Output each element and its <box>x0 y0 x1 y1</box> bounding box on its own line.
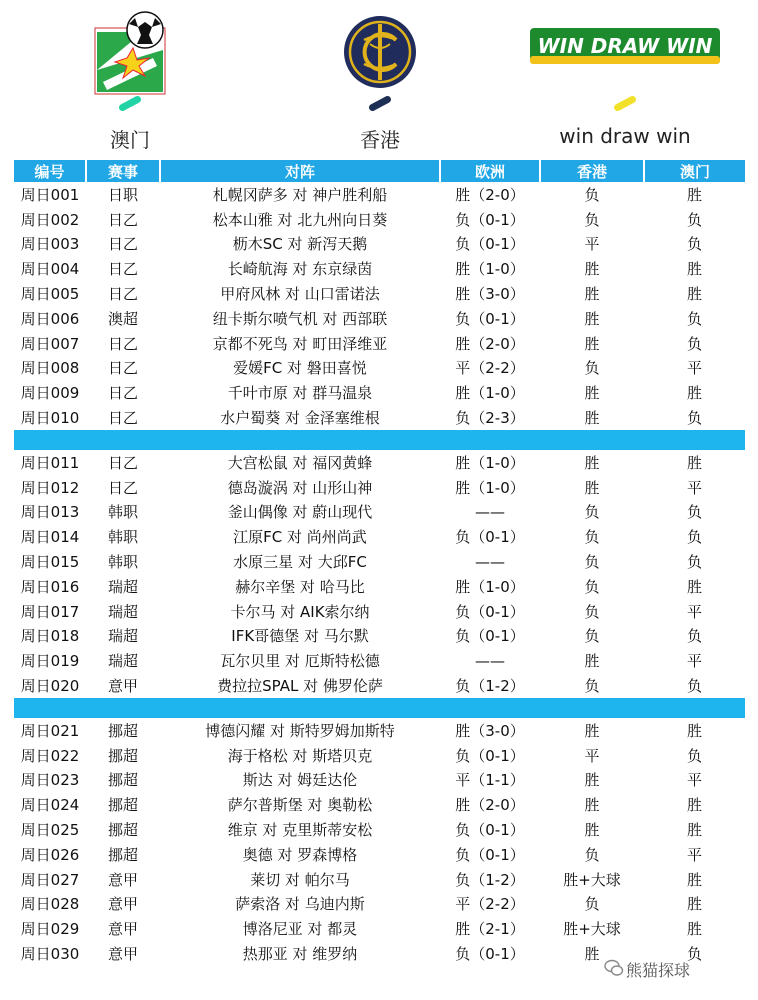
table-row <box>14 743 745 768</box>
league-cell: 意甲 <box>107 945 138 963</box>
table-header-row <box>14 160 745 182</box>
europe-result-cell: 平（2-2） <box>455 359 525 378</box>
macau-pick-cell: 负 <box>686 210 702 229</box>
table-row <box>14 405 745 430</box>
europe-result-cell: 胜（2-0） <box>455 185 525 204</box>
table-row <box>14 232 745 257</box>
match-cell: 大宫松鼠 对 福冈黄蜂 <box>227 453 373 472</box>
match-cell: 热那亚 对 维罗纳 <box>242 945 358 963</box>
match-cell: 松本山雅 对 北九州向日葵 <box>212 210 388 229</box>
europe-result-cell: 负（0-1） <box>455 746 525 765</box>
league-cell: 日乙 <box>107 409 138 428</box>
europe-result-cell: 平（1-1） <box>455 771 525 790</box>
league-cell: 瑞超 <box>107 627 138 646</box>
separator-cell <box>14 698 745 718</box>
europe-result-cell: 负（0-1） <box>455 528 525 547</box>
match-cell: 维京 对 克里斯蒂安松 <box>227 821 373 840</box>
match-id-cell: 周日022 <box>20 746 80 765</box>
macau-pick-cell: 负 <box>686 409 702 428</box>
macau-pick-cell: 胜 <box>686 384 702 403</box>
europe-result-cell: 负（0-1） <box>455 627 525 646</box>
europe-result-cell: 负（0-1） <box>455 602 525 621</box>
predictions-table <box>14 160 745 966</box>
brand-macau <box>60 0 200 158</box>
table-row <box>14 182 745 207</box>
match-cell: 赫尔辛堡 对 哈马比 <box>235 577 365 596</box>
match-id-cell: 周日004 <box>20 260 80 279</box>
macau-pick-cell: 胜 <box>686 821 702 840</box>
league-cell: 挪超 <box>107 771 138 790</box>
europe-result-cell: 负（0-1） <box>455 210 525 229</box>
table-row <box>14 648 745 673</box>
macau-pick-cell: 胜 <box>686 260 702 279</box>
league-cell: 日乙 <box>107 453 138 472</box>
league-cell: 意甲 <box>107 895 138 914</box>
table-row <box>14 768 745 793</box>
hongkong-pick-cell: 负 <box>584 845 600 864</box>
match-cell: 爱媛FC 对 磐田喜悦 <box>233 359 367 378</box>
macau-label: 澳门 <box>110 128 150 152</box>
match-cell: 博德闪耀 对 斯特罗姆加斯特 <box>205 721 395 740</box>
match-id-cell: 周日011 <box>20 453 80 472</box>
hongkong-pick-cell: 负 <box>584 602 600 621</box>
europe-result-cell: 负（0-1） <box>455 309 525 328</box>
match-cell: 京都不死鸟 对 町田泽维亚 <box>212 334 388 353</box>
macau-pick-cell: 平 <box>686 359 702 378</box>
europe-result-cell: 胜（1-0） <box>455 577 525 596</box>
macau-pick-cell: 负 <box>686 945 702 963</box>
europe-result-cell: 胜（2-0） <box>455 796 525 815</box>
hongkong-pick-cell: 胜 <box>584 945 600 963</box>
table-row <box>14 842 745 867</box>
match-id-cell: 周日025 <box>20 821 80 840</box>
table-row <box>14 500 745 525</box>
macau-pick-cell: 负 <box>686 553 702 572</box>
macau-pick-cell: 平 <box>686 602 702 621</box>
hongkong-pick-cell: 胜 <box>584 334 600 353</box>
hongkong-label: 香港 <box>360 128 400 152</box>
brand-win-draw-win <box>520 0 730 158</box>
table-row <box>14 331 745 356</box>
match-id-cell: 周日026 <box>20 845 80 864</box>
league-cell: 韩职 <box>107 503 138 522</box>
macau-pick-cell: 负 <box>686 503 702 522</box>
table-row <box>14 281 745 306</box>
match-id-cell: 周日006 <box>20 309 80 328</box>
table-row <box>14 450 745 475</box>
match-cell: 莱切 对 帕尔马 <box>250 870 350 889</box>
match-cell: 水原三星 对 大邱FC <box>233 553 367 572</box>
macau-lottery-logo <box>93 10 167 96</box>
macau-pick-cell: 负 <box>686 677 702 696</box>
match-id-cell: 周日029 <box>20 920 80 939</box>
league-cell: 挪超 <box>107 821 138 840</box>
league-cell: 挪超 <box>107 721 138 740</box>
table-row <box>14 792 745 817</box>
macau-pick-cell: 负 <box>686 309 702 328</box>
hk-accent-dash <box>368 95 392 112</box>
table-row <box>14 892 745 917</box>
wechat-icon <box>604 958 624 978</box>
europe-result-cell: 胜（2-1） <box>455 920 525 939</box>
league-cell: 日乙 <box>107 384 138 403</box>
league-cell: 日乙 <box>107 359 138 378</box>
macau-pick-cell: 负 <box>686 746 702 765</box>
europe-result-cell: 负（0-1） <box>455 845 525 864</box>
table-row <box>14 817 745 842</box>
group-separator <box>14 430 745 450</box>
league-cell: 日职 <box>107 185 138 204</box>
match-cell: 费拉拉SPAL 对 佛罗伦萨 <box>217 677 383 696</box>
match-cell: 甲府风林 对 山口雷诺法 <box>220 285 380 304</box>
win-draw-win-logo <box>530 26 720 66</box>
hongkong-pick-cell: 负 <box>584 210 600 229</box>
match-id-cell: 周日027 <box>20 870 80 889</box>
europe-result-cell: —— <box>475 651 505 670</box>
hongkong-pick-cell: 胜 <box>584 309 600 328</box>
table-row <box>14 599 745 624</box>
league-cell: 意甲 <box>107 870 138 889</box>
hongkong-pick-cell: 胜+大球 <box>563 870 621 889</box>
league-cell: 日乙 <box>107 334 138 353</box>
match-id-cell: 周日007 <box>20 334 80 353</box>
hongkong-pick-cell: 负 <box>584 577 600 596</box>
header-match: 对阵 <box>160 160 440 182</box>
league-cell: 挪超 <box>107 845 138 864</box>
macau-pick-cell: 负 <box>686 528 702 547</box>
league-cell: 日乙 <box>107 210 138 229</box>
macau-pick-cell: 胜 <box>686 285 702 304</box>
match-id-cell: 周日030 <box>20 945 80 963</box>
hongkong-pick-cell: 平 <box>584 746 600 765</box>
macau-pick-cell: 平 <box>686 845 702 864</box>
table-row <box>14 380 745 405</box>
league-cell: 瑞超 <box>107 602 138 621</box>
macau-pick-cell: 胜 <box>686 895 702 914</box>
match-id-cell: 周日002 <box>20 210 80 229</box>
europe-result-cell: 胜（3-0） <box>455 721 525 740</box>
match-cell: 纽卡斯尔喷气机 对 西部联 <box>212 309 388 328</box>
league-cell: 日乙 <box>107 235 138 254</box>
hongkong-pick-cell: 负 <box>584 359 600 378</box>
header-id: 编号 <box>14 160 86 182</box>
match-id-cell: 周日010 <box>20 409 80 428</box>
league-cell: 瑞超 <box>107 652 138 671</box>
hongkong-pick-cell: 胜 <box>584 285 600 304</box>
match-id-cell: 周日020 <box>20 677 80 696</box>
league-cell: 韩职 <box>107 528 138 547</box>
macau-pick-cell: 平 <box>686 652 702 671</box>
table-row <box>14 718 745 743</box>
hongkong-pick-cell: 胜 <box>584 260 600 279</box>
hongkong-pick-cell: 负 <box>584 627 600 646</box>
header-hongkong: 香港 <box>540 160 644 182</box>
hongkong-pick-cell: 负 <box>584 677 600 696</box>
europe-result-cell: 负（0-1） <box>455 821 525 840</box>
table-row <box>14 475 745 500</box>
match-id-cell: 周日005 <box>20 285 80 304</box>
table-body <box>14 182 745 966</box>
europe-result-cell: 负（0-1） <box>455 235 525 254</box>
macau-pick-cell: 负 <box>686 627 702 646</box>
league-cell: 挪超 <box>107 746 138 765</box>
table-row <box>14 867 745 892</box>
table-row <box>14 673 745 698</box>
match-id-cell: 周日024 <box>20 796 80 815</box>
hongkong-pick-cell: 胜 <box>584 409 600 428</box>
separator-cell <box>14 430 745 450</box>
macau-pick-cell: 平 <box>686 478 702 497</box>
europe-result-cell: 平（2-2） <box>455 895 525 914</box>
match-id-cell: 周日013 <box>20 503 80 522</box>
match-cell: 札幌冈萨多 对 神户胜利船 <box>212 185 388 204</box>
match-cell: 萨索洛 对 乌迪内斯 <box>235 895 365 914</box>
hongkong-pick-cell: 胜 <box>584 821 600 840</box>
table-row <box>14 256 745 281</box>
europe-result-cell: 胜（1-0） <box>455 453 525 472</box>
hongkong-pick-cell: 胜 <box>584 384 600 403</box>
hk-jockey-club-logo <box>342 14 418 90</box>
hongkong-pick-cell: 胜 <box>584 796 600 815</box>
brand-hongkong <box>310 0 450 158</box>
match-id-cell: 周日015 <box>20 553 80 572</box>
win-draw-win-logo-text: WIN DRAW WIN <box>537 34 713 58</box>
league-cell: 日乙 <box>107 260 138 279</box>
group-separator <box>14 698 745 718</box>
match-id-cell: 周日012 <box>20 478 80 497</box>
table-row <box>14 624 745 649</box>
table-row <box>14 574 745 599</box>
hongkong-pick-cell: 负 <box>584 553 600 572</box>
match-cell: 枥木SC 对 新泻天鹅 <box>232 235 368 254</box>
match-id-cell: 周日009 <box>20 384 80 403</box>
hongkong-pick-cell: 胜 <box>584 478 600 497</box>
europe-result-cell: —— <box>475 502 505 521</box>
europe-result-cell: 负（1-2） <box>455 870 525 889</box>
match-cell: 水户蜀葵 对 金泽塞维根 <box>220 409 380 428</box>
match-cell: 奥德 对 罗森博格 <box>242 845 358 864</box>
match-id-cell: 周日017 <box>20 602 80 621</box>
hongkong-pick-cell: 胜 <box>584 721 600 740</box>
match-id-cell: 周日021 <box>20 721 80 740</box>
hongkong-pick-cell: 胜 <box>584 771 600 790</box>
hongkong-pick-cell: 负 <box>584 528 600 547</box>
europe-result-cell: 胜（1-0） <box>455 260 525 279</box>
europe-result-cell: 负（2-3） <box>455 409 525 428</box>
match-cell: 瓦尔贝里 对 厄斯特松德 <box>220 652 380 671</box>
europe-result-cell: 负（1-2） <box>455 677 525 696</box>
hongkong-pick-cell: 负 <box>584 185 600 204</box>
match-cell: IFK哥德堡 对 马尔默 <box>231 627 369 646</box>
table-row <box>14 549 745 574</box>
league-cell: 意甲 <box>107 677 138 696</box>
match-cell: 德岛漩涡 对 山形山神 <box>227 478 373 497</box>
match-id-cell: 周日008 <box>20 359 80 378</box>
win-draw-win-label: win draw win <box>559 124 691 148</box>
macau-pick-cell: 平 <box>686 771 702 790</box>
match-cell: 卡尔马 对 AIK索尔纳 <box>230 602 370 621</box>
table-row <box>14 916 745 941</box>
match-cell: 斯达 对 姆廷达伦 <box>242 771 358 790</box>
match-cell: 海于格松 对 斯塔贝克 <box>227 746 373 765</box>
league-cell: 日乙 <box>107 285 138 304</box>
hongkong-pick-cell: 胜 <box>584 453 600 472</box>
table-row <box>14 356 745 381</box>
hongkong-pick-cell: 负 <box>584 895 600 914</box>
match-id-cell: 周日001 <box>20 185 80 204</box>
macau-pick-cell: 胜 <box>686 870 702 889</box>
league-cell: 澳超 <box>107 309 138 328</box>
europe-result-cell: —— <box>475 552 505 571</box>
match-id-cell: 周日018 <box>20 627 80 646</box>
header-europe: 欧洲 <box>440 160 540 182</box>
macau-pick-cell: 负 <box>686 235 702 254</box>
brand-header <box>0 0 758 158</box>
match-cell: 江原FC 对 尚州尚武 <box>233 528 367 547</box>
header-league: 赛事 <box>86 160 160 182</box>
match-id-cell: 周日016 <box>20 577 80 596</box>
europe-result-cell: 胜（1-0） <box>455 384 525 403</box>
table-row <box>14 306 745 331</box>
match-id-cell: 周日023 <box>20 771 80 790</box>
europe-result-cell: 胜（3-0） <box>455 285 525 304</box>
macau-pick-cell: 胜 <box>686 185 702 204</box>
league-cell: 瑞超 <box>107 577 138 596</box>
macau-pick-cell: 胜 <box>686 920 702 939</box>
league-cell: 意甲 <box>107 920 138 939</box>
macau-pick-cell: 胜 <box>686 453 702 472</box>
league-cell: 挪超 <box>107 796 138 815</box>
table-row <box>14 524 745 549</box>
table-row <box>14 207 745 232</box>
match-cell: 博洛尼亚 对 都灵 <box>242 920 358 939</box>
league-cell: 日乙 <box>107 478 138 497</box>
europe-result-cell: 胜（1-0） <box>455 478 525 497</box>
macau-pick-cell: 胜 <box>686 796 702 815</box>
hongkong-pick-cell: 平 <box>584 235 600 254</box>
macau-pick-cell: 胜 <box>686 721 702 740</box>
match-cell: 长崎航海 对 东京绿茵 <box>227 260 373 279</box>
match-id-cell: 周日003 <box>20 235 80 254</box>
match-cell: 釜山偶像 对 蔚山现代 <box>227 503 373 522</box>
macau-accent-dash <box>118 95 142 112</box>
header-macau: 澳门 <box>644 160 745 182</box>
wdw-accent-dash <box>613 95 637 112</box>
watermark: 熊猫探球 <box>626 961 691 980</box>
macau-pick-cell: 负 <box>686 334 702 353</box>
macau-pick-cell: 胜 <box>686 577 702 596</box>
europe-result-cell: 负（0-1） <box>455 945 525 963</box>
match-id-cell: 周日019 <box>20 652 80 671</box>
match-id-cell: 周日014 <box>20 528 80 547</box>
match-cell: 萨尔普斯堡 对 奥勒松 <box>227 796 373 815</box>
hongkong-pick-cell: 胜 <box>584 652 600 671</box>
match-cell: 千叶市原 对 群马温泉 <box>227 384 373 403</box>
europe-result-cell: 胜（2-0） <box>455 334 525 353</box>
hongkong-pick-cell: 负 <box>584 503 600 522</box>
league-cell: 韩职 <box>107 553 138 572</box>
match-id-cell: 周日028 <box>20 895 80 914</box>
hongkong-pick-cell: 胜+大球 <box>563 920 621 939</box>
